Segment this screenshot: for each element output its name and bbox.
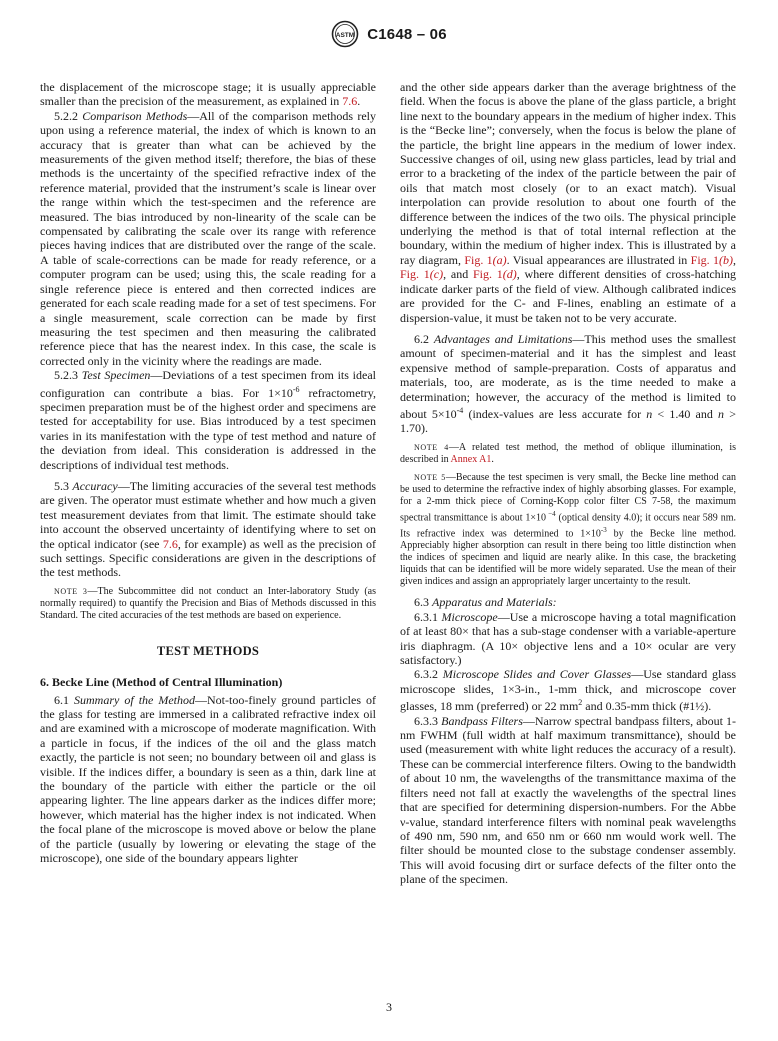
note-3: NOTE 3—The Subcommittee did not conduct an Inter-laboratory Study (as normally required) to quantify the Precision and Bias of Methods discussed in this Standard. The cited accuracies of the test methods are based on experience. bbox=[40, 585, 376, 621]
paragraph-6-3: 6.3 Apparatus and Materials: bbox=[414, 595, 557, 610]
paragraph-6-3-3: 6.3.3 Bandpass Filters—Narrow spectral bandpass filters, about 1-nm FWHM (full width at half maximum transmittance), should be used (measurement with white light reduces the accuracy of a result). These can be commercial interference filters. Owing to the bandwidth of about 10 nm, the wavelengths of the transmittance maxima of the filters need not fall at exactly the wavelengths of the spectral lines that are specified for determining dispersion-numbers. For the Abbe ν-value, standard interference filters with nominal peak wavelengths of 490 nm, 590 nm, and 650 nm or 660 nm would work well. The filter should be mounted close to the substage condenser assembly. This will avoid focusing dirt or surface defects of the filter onto the plane of the specimen. bbox=[400, 713, 737, 887]
paragraph-6-1: 6.1 Summary of the Method—Not-too-finely ground particles of the glass for testing are immersed in a calibrated refractive index oil and are examined with a microscope of moderate magnification. With a particle in focus, if the indices of the oil and the glass match exactly, the particle is not seen; no boundary between oil and glass is visible. If the indices differ, a boundary is seen as a thin, dark line at the boundary of the particle with either the particle or the oil appearing lighter. The line appears darker as the indices differ more; however, which material has the higher index is not indicated. When the focal plane of the microscope is moved above or below the plane of the particle (usually by lowering or elevating the stage of the microscope), one side of the boundary appears lighter bbox=[40, 692, 376, 866]
note-5: NOTE 5—Because the test specimen is very small, the Becke line method can be used to determine the refractive index of highly absorbing glasses. For example, for a 2-mm thick piece of Corning-Kopp color filter CS 7-58, the maximum spectral transmittance is about 1×10 $^{-4}$ (optical density 4.0); it occurs near 589 nm. Its refractive index was determined to $1\times 10^{-3}$ by the Becke line method. Appreciably higher absorption can result in there being too little distinction when the indices of specimen and liquid are nearly alike. In this case, the bracketing liquids that can be identified will be more widely separated. Use the mean of their given indices and assign an appropriately larger uncertainty to the result. bbox=[400, 471, 736, 588]
right-column bbox=[400, 80, 736, 887]
paragraph-5-2-2: 5.2.2 Comparison Methods—All of the comparison methods rely upon using a reference material, the index of which is known to an accuracy that is greater than what can be achieved by the measurements of the given method itself; therefore, the bias of these methods is the uncertainty of the specified refractive index of the reference material, provided that the instrument’s scale is linear over the range within which the test-specimen and the reference are measured. The bias introduced by non-linearity of the scale can be compensated by calibrating the scale over its range with reference pieces having indices that are distributed over the range of the scale. A table of scale-corrections can be made for ready reference, or a computer program can be used; using this, the scale reading for a single reference piece is entered and then corrected indices are generated for each scale reading made for a set of test specimens. For a single measurement, scale correction can be made by first measuring the test specimen and then measuring the calibrated reference piece that has the nearest index. In this case, the scale is corrected only in the vicinity where the readings are made. bbox=[40, 108, 377, 368]
page-number: 3 bbox=[386, 1000, 392, 1014]
left-column bbox=[40, 80, 376, 866]
paragraph-6-2: 6.2 Advantages and Limitations—This method uses the smallest amount of specimen-material and it has the simplest and least expensive method of sample-preparation. Costs of apparatus and materials, too, are moderate, as is the time needed to make a determination; however, the accuracy of the method is limited to about $5\times 10^{-4}$ (index-values are less accurate for n < 1.40 and n > 1.70). bbox=[400, 331, 736, 436]
standard-designation: C1648 – 06 bbox=[367, 25, 447, 43]
note-4: NOTE 4—A related test method, the method of oblique illumination, is described in Annex A1. bbox=[400, 441, 736, 465]
section-link-7-6[interactable]: 7.6 bbox=[342, 94, 358, 109]
paragraph-6-3-2: 6.3.2 Microscope Slides and Cover Glasses—Use standard glass microscope slides, 1×3-in., 1-mm thick, and microscope cover glasses, 18 mm (preferred) or 22 $mm^2$ and 0.35-mm thick (#1½). bbox=[400, 667, 736, 714]
figure-link-1b[interactable]: Fig. 1(b) bbox=[690, 252, 733, 267]
continued-paragraph: the displacement of the microscope stage; it is usually appreciable smaller than the precision of the measurement, as explained in 7.6. bbox=[40, 80, 376, 109]
heading-section-6: 6. Becke Line (Method of Central Illumination) bbox=[40, 675, 283, 690]
paragraph-5-2-3: 5.2.3 Test Specimen—Deviations of a test specimen from its ideal configuration can contribute a bias. For $1\times 10^{-6}$ refractometry, specimen preparation must be of the highest order and specimens are tested for acceptability for use. Bias introduced by a test specimen varies in its manifestation with the type of test method and nature of the deviation from ideal. This consideration is addressed in the descriptions of individual test methods. bbox=[40, 368, 376, 472]
figure-link-1d[interactable]: Fig. 1(d) bbox=[472, 267, 517, 282]
paragraph-5-3: 5.3 Accuracy—The limiting accuracies of the several test methods are given. The operator must estimate whether and how much a given test measurement deviates from that limit. The estimate should take into account the observed uncertainty of identifying where to set on the optical indicator (see 7.6, for example) as well as the precision of such settings. Specific considerations are given in the descriptions of the test methods. bbox=[40, 478, 376, 580]
page-header bbox=[0, 20, 778, 60]
continued-paragraph-6-1: and the other side appears darker than the average brightness of the field. When the focus is above the plane of the glass particle, a bright line next to the boundary appears in the medium of higher index. This is the “Becke line”; conversely, when the focus is below the plane of the particle, the bright line appears in the medium of lower index. Successive changes of oil, using new glass particles, lead by trial and error to a bracketing of the index of the particle between the pair of oils that match most closely (or to an exact match). Visual interpolation can provide resolution to about one fourth of the difference between the indices of the two oils. The physical principle underlying the method is that of total internal reflection at the boundary, within the medium of higher index. This is illustrated by a ray diagram, Fig. 1(a). Visual appearances are illustrated in Fig. 1(b), Fig. 1(c), and Fig. 1(d), where different densities of cross-hatching indicate darker parts of the field of view. Although calibrated indices are provided for the C- and F-lines, enabling an estimate of a dispersion-value, it must be taken not to be very accurate. bbox=[400, 80, 736, 325]
astm-logo-icon bbox=[331, 20, 359, 48]
paragraph-6-3-1: 6.3.1 Microscope—Use a microscope having a total magnification of at least 80× that has a sub-stage condenser with a variable-aperture iris diaphragm. (A 10× objective lens and a 10× ocular are very satisfactory.) bbox=[400, 609, 737, 668]
figure-link-1a[interactable]: Fig. 1(a) bbox=[464, 252, 507, 267]
section-title-test-methods: TEST METHODS bbox=[156, 643, 260, 658]
annex-link-a1[interactable]: Annex A1 bbox=[450, 453, 492, 465]
figure-link-1c[interactable]: Fig. 1(c) bbox=[400, 267, 444, 282]
svg-text:ASTM: ASTM bbox=[335, 31, 355, 39]
section-link-7-6[interactable]: 7.6 bbox=[162, 536, 178, 551]
